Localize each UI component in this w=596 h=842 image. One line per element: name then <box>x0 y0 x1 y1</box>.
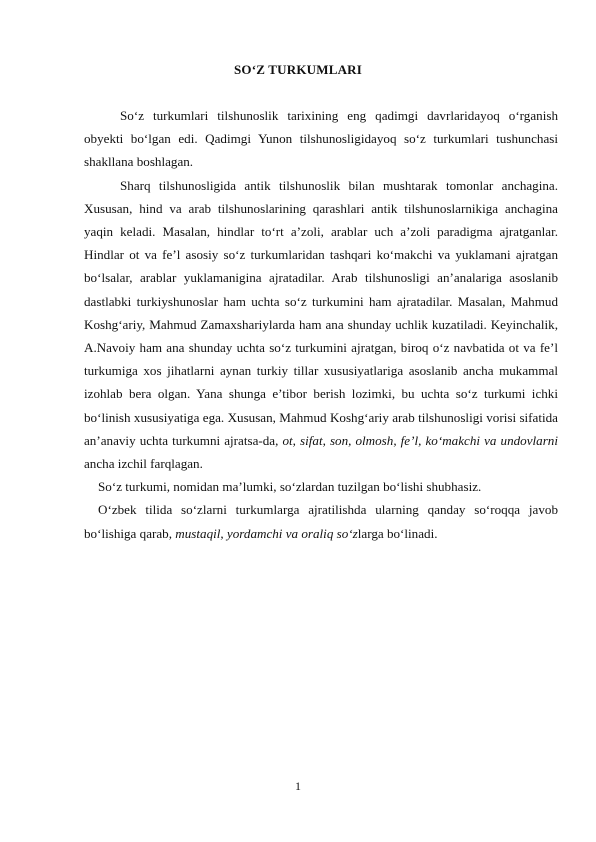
paragraph-1 <box>84 104 558 174</box>
paragraph-3 <box>84 475 558 498</box>
document-body <box>84 104 558 545</box>
paragraph-3-text: So‘z turkumi, nomidan ma’lumki, so‘zlardan tuzilgan bo‘lishi shubhasiz. <box>98 479 482 495</box>
paragraph-2-italic: ot, sifat, son, olmosh, fe’l, ko‘makchi va undovlarni <box>282 432 558 448</box>
paragraph-4-tail: larga bo‘linadi. <box>357 525 438 541</box>
paragraph-2-text: Sharq tilshunosligida antik tilshunoslik bilan mushtarak tomonlar anchagina. Xususan, hind va arab tilshunoslarining qarashlari antik tilshunoslarnikiga anchagina yaqin keladi. Masalan, hindlar to‘rt a’zoli, arablar uch a’zoli paradigma ajratganlar. Hindlar ot va fe’l asosiy so‘z turkumlaridan tashqari ko‘makchi va yuklamani ajratgan bo‘lsalar, arablar yuklamanigina ajratadilar. Arab tilshunosligi an’analariga asoslanib dastlabki turkiyshunoslar ham uchta so‘z turkumini ham ajratadilar. Masalan, Mahmud Koshg‘ariy, Mahmud Zamaxshariylarda ham ana shunday uchlik kuzatiladi. Keyinchalik, A.Navoiy ham ana shunday uchta so‘z turkumini ajratgan, biroq o‘z navbatida ot va fe’l turkumiga xos jihatlarni aynan turkiy tillar xususiyatlariga asoslanib ancha mukammal izohlab bera olgan. Yana shunga e’tibor berish lozimki, bu uchta so‘z turkumi ichki bo‘linish xususiyatiga ega. Xususan, Mahmud Koshg‘ariy arab tilshunosligi vorisi sifatida an’anaviy uchta turkumni ajratsa-da, <box>84 177 558 448</box>
paragraph-2 <box>84 174 558 476</box>
paragraph-2-tail: ancha izchil farqlagan. <box>84 456 203 472</box>
page-title: SO‘Z TURKUMLARI <box>233 62 363 77</box>
paragraph-4-italic: mustaqil, yordamchi va oraliq so‘z <box>175 525 358 541</box>
paragraph-4 <box>84 498 558 544</box>
paragraph-1-text: So‘z turkumlari tilshunoslik tarixining eng qadimgi davrlaridayoq o‘rganish obyekti bo‘lgan edi. Qadimgi Yunon tilshunosligidayoq so‘z turkumlari tushunchasi shakllana boshlagan. <box>84 108 558 170</box>
page-number: 1 <box>295 779 301 793</box>
paragraph-4-text: O‘zbek tilida so‘zlarni turkumlarga ajratilishda ularning qanday so‘roqqa javob bo‘lishiga qarab, <box>84 502 558 541</box>
